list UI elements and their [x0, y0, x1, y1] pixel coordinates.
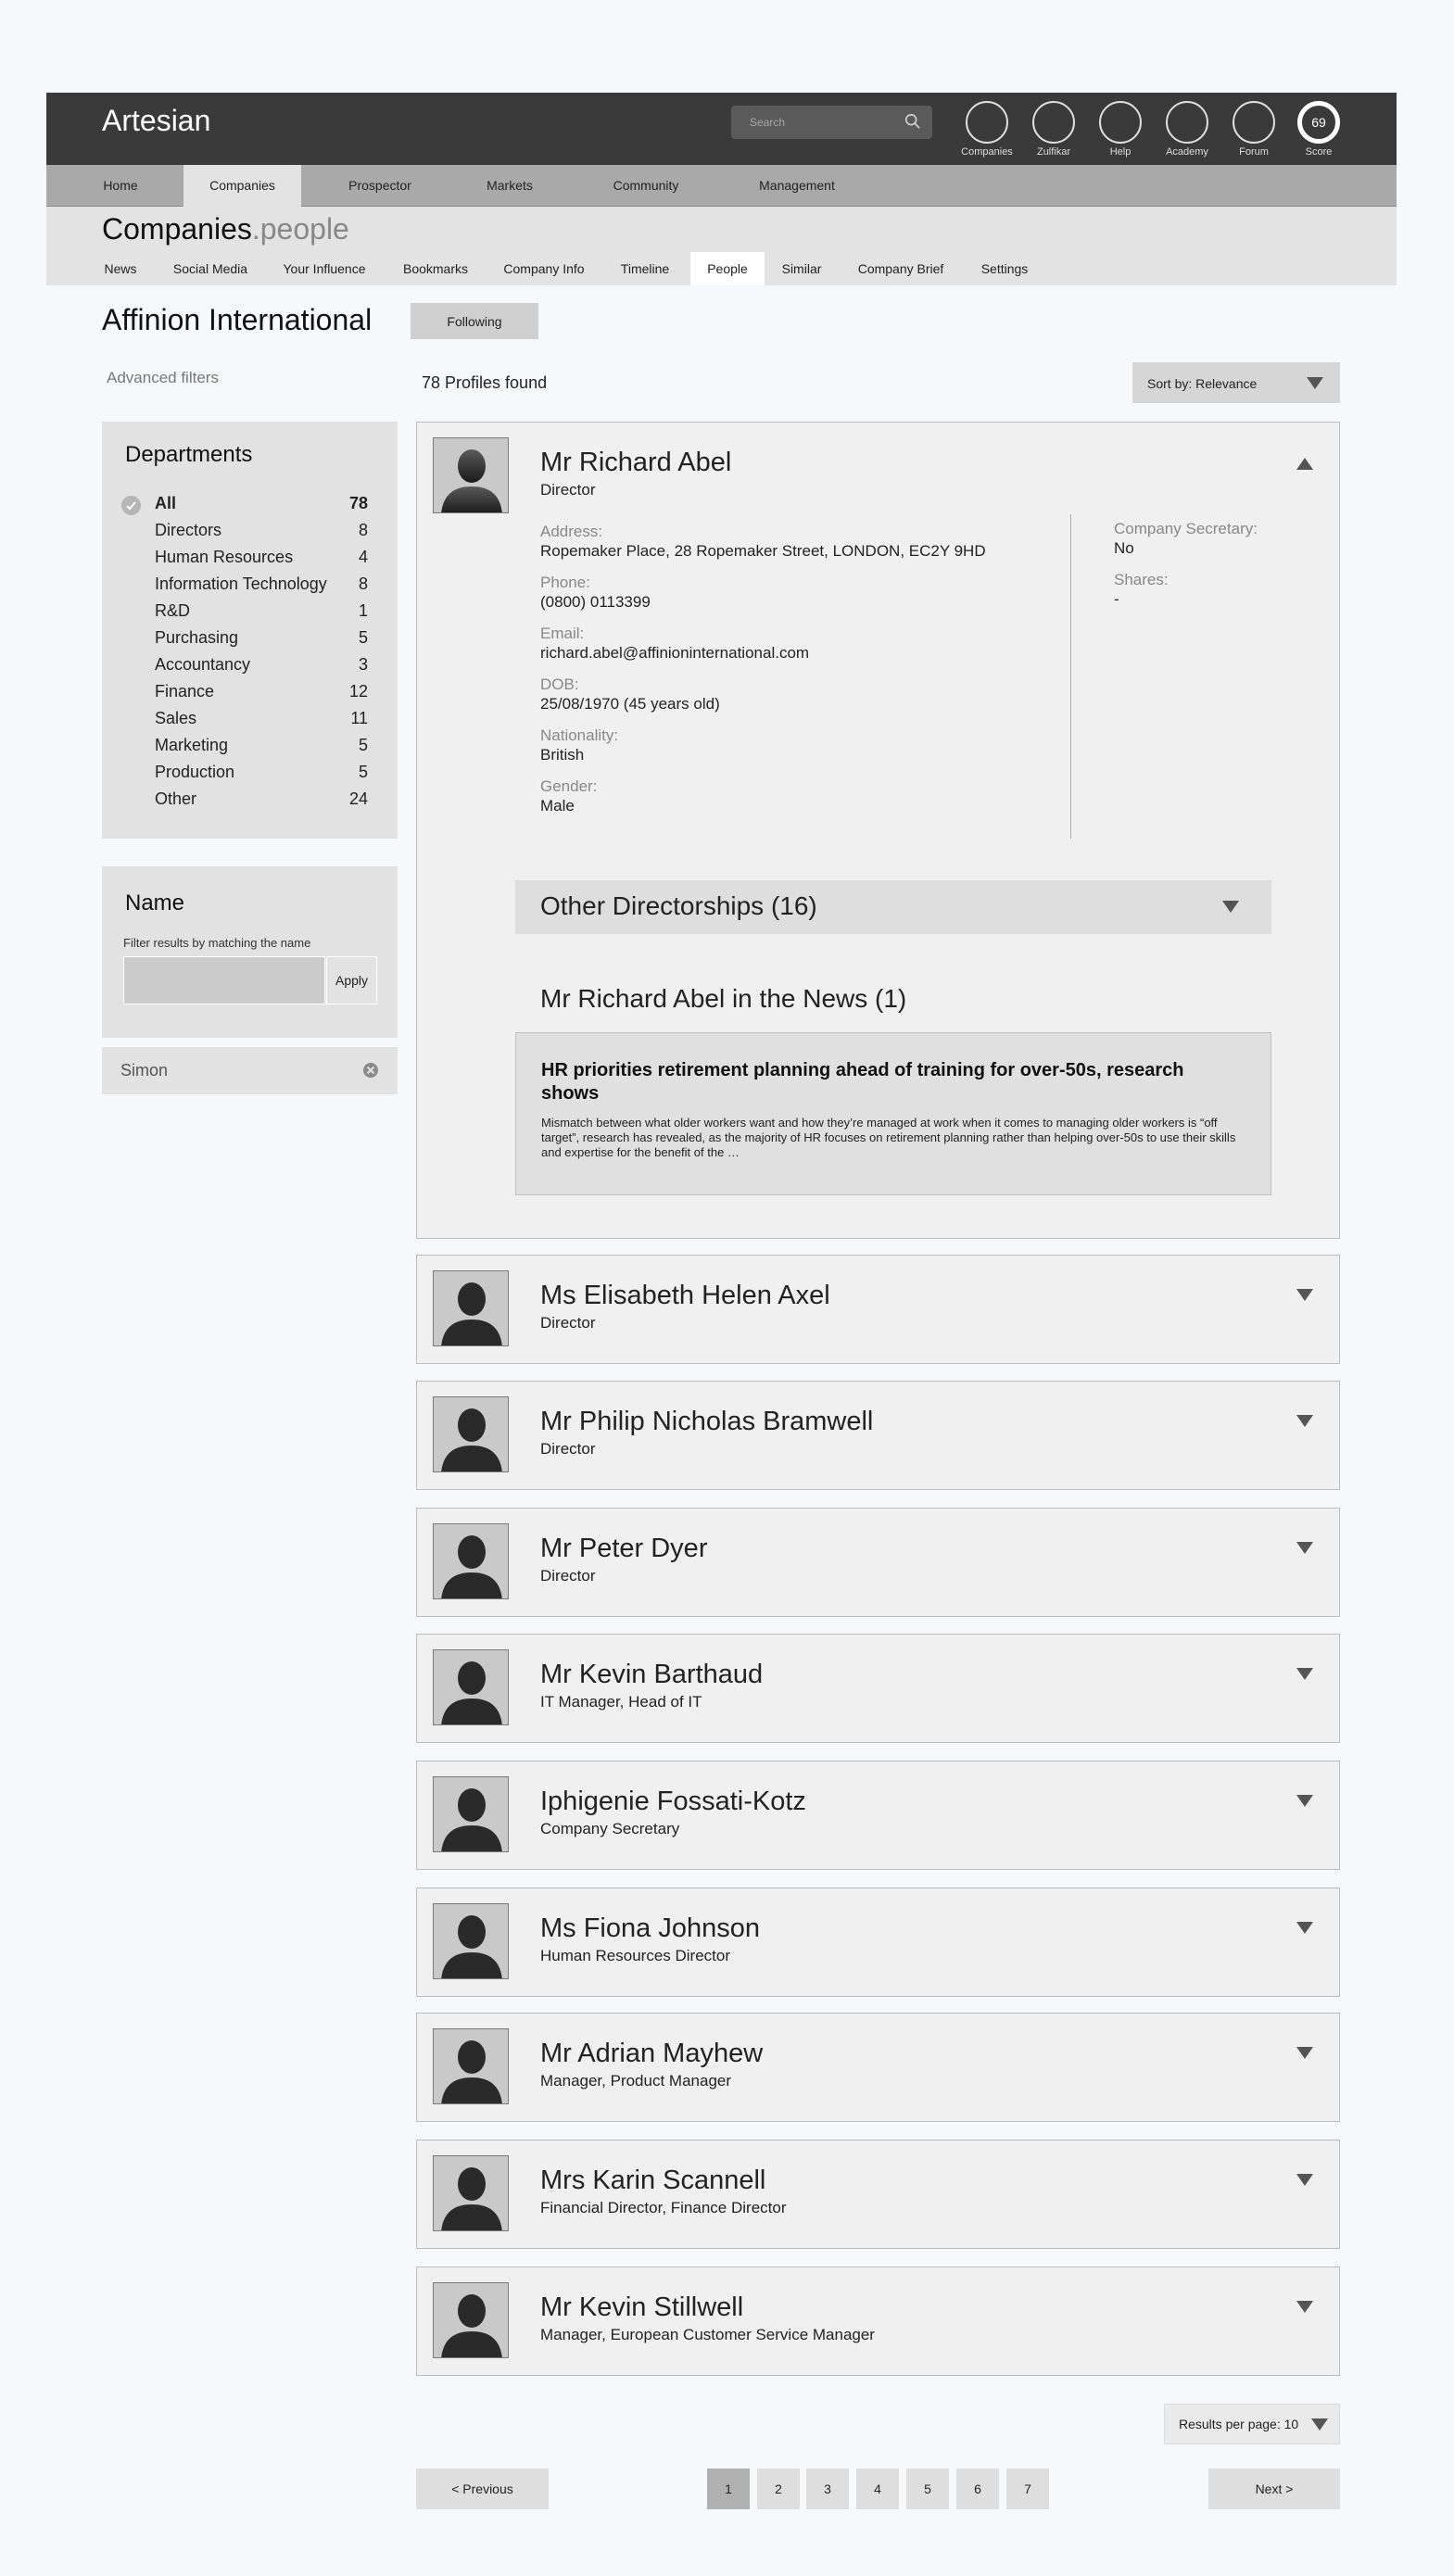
avatar — [433, 2028, 509, 2104]
main-menu — [46, 165, 1397, 207]
name-filter-hint: Filter results by matching the name — [123, 936, 311, 950]
department-count: 24 — [348, 789, 368, 808]
avatar — [433, 1270, 509, 1346]
department-label: Other — [155, 789, 197, 808]
department-label: Accountancy — [155, 655, 251, 674]
check-icon — [121, 496, 141, 515]
department-count: 12 — [348, 682, 368, 701]
person-card[interactable] — [416, 2013, 1340, 2122]
tab-company-brief[interactable]: Company Brief — [857, 261, 944, 276]
menu-management[interactable]: Management — [759, 178, 835, 193]
page-button[interactable]: 4 — [856, 2469, 899, 2509]
chevron-down-icon — [1311, 2418, 1328, 2431]
department-human-resources[interactable] — [155, 548, 368, 575]
score-value: 69 — [1297, 101, 1340, 144]
person-name[interactable]: Ms Elisabeth Helen Axel — [540, 1281, 830, 1310]
department-label: Production — [155, 763, 235, 781]
avatar — [433, 1649, 509, 1725]
chevron-down-icon[interactable] — [1296, 1542, 1313, 1554]
avatar — [433, 2155, 509, 2231]
detail-label: Address: — [540, 523, 603, 540]
person-card[interactable] — [416, 1634, 1340, 1743]
person-role: Human Resources Director — [540, 1947, 731, 1964]
name-filter-title: Name — [125, 890, 185, 915]
companies-icon — [966, 101, 1008, 144]
nav-user-label: Zulfikar — [1036, 146, 1071, 158]
news-item[interactable] — [515, 1032, 1271, 1195]
name-filter-input[interactable] — [123, 956, 325, 1004]
news-heading: Mr Richard Abel in the News (1) — [540, 984, 907, 1013]
tab-company-info[interactable]: Company Info — [503, 261, 585, 276]
avatar — [433, 437, 509, 513]
department-label: Finance — [155, 682, 215, 701]
active-filter-label: Simon — [120, 1061, 169, 1080]
tab-similar[interactable]: Similar — [781, 261, 822, 276]
company-name: Affinion International — [102, 303, 373, 336]
menu-home[interactable]: Home — [103, 178, 138, 193]
department-label: Sales — [155, 709, 197, 727]
nav-companies[interactable] — [961, 101, 1013, 158]
department-count: 3 — [358, 655, 368, 674]
detail-divider — [1070, 514, 1071, 839]
chevron-down-icon[interactable] — [1296, 2047, 1313, 2059]
search-icon[interactable] — [904, 113, 921, 130]
person-name[interactable]: Mr Richard Abel — [540, 448, 732, 477]
chevron-down-icon — [1307, 377, 1323, 389]
chevron-up-icon[interactable] — [1296, 458, 1313, 470]
department-label: R&D — [155, 601, 191, 620]
department-label: All — [155, 494, 177, 512]
department-marketing[interactable] — [155, 736, 368, 763]
page-button[interactable]: 5 — [906, 2469, 949, 2509]
detail-value: Ropemaker Place, 28 Ropemaker Street, LONDON, EC2Y 9HD — [540, 542, 986, 560]
department-other[interactable] — [155, 789, 368, 816]
person-card[interactable] — [416, 1888, 1340, 1997]
page-button[interactable]: 2 — [757, 2469, 800, 2509]
tab-timeline[interactable]: Timeline — [620, 261, 670, 276]
person-name[interactable]: Mr Kevin Stillwell — [540, 2292, 744, 2322]
nav-academy[interactable] — [1165, 101, 1209, 158]
avatar — [433, 2282, 509, 2358]
department-count: 5 — [358, 736, 368, 754]
nav-companies-label: Companies — [961, 146, 1013, 158]
detail-value: - — [1114, 590, 1119, 608]
department-count: 5 — [358, 763, 368, 781]
person-name[interactable]: Mrs Karin Scannell — [540, 2166, 766, 2195]
next-button[interactable]: Next > — [1208, 2469, 1340, 2509]
detail-value: (0800) 0113399 — [540, 593, 651, 611]
page-title — [102, 212, 349, 246]
department-information-technology[interactable] — [155, 575, 368, 601]
nav-academy-label: Academy — [1166, 146, 1208, 158]
department-count: 78 — [348, 494, 368, 512]
person-role: Director — [540, 1314, 596, 1332]
chevron-down-icon[interactable] — [1296, 1289, 1313, 1301]
person-card[interactable] — [416, 2267, 1340, 2376]
person-role: Director — [540, 1440, 596, 1458]
academy-icon — [1166, 101, 1208, 144]
menu-companies[interactable]: Companies — [183, 165, 301, 207]
detail-label: Nationality: — [540, 726, 619, 744]
nav-forum-label: Forum — [1239, 146, 1269, 158]
detail-value: British — [540, 746, 585, 764]
department-production[interactable] — [155, 763, 368, 789]
forum-icon — [1233, 101, 1275, 144]
page-button[interactable]: 1 — [707, 2469, 750, 2509]
department-label: Purchasing — [155, 628, 239, 647]
menu-prospector[interactable]: Prospector — [348, 178, 411, 193]
person-role: Director — [540, 481, 596, 499]
page-button[interactable]: 6 — [956, 2469, 999, 2509]
person-name[interactable]: Mr Adrian Mayhew — [540, 2039, 764, 2068]
menu-markets[interactable]: Markets — [487, 178, 533, 193]
results-count: 78 Profiles found — [422, 373, 548, 392]
person-role: Director — [540, 1567, 596, 1585]
advanced-filters-link[interactable]: Advanced filters — [107, 369, 219, 386]
person-role: Company Secretary — [540, 1820, 680, 1837]
person-card[interactable] — [416, 1508, 1340, 1617]
person-name[interactable]: Mr Philip Nicholas Bramwell — [540, 1407, 874, 1436]
chevron-down-icon[interactable] — [1296, 1668, 1313, 1680]
avatar — [433, 1523, 509, 1599]
department-finance[interactable] — [155, 682, 368, 709]
detail-value: 25/08/1970 (45 years old) — [540, 695, 720, 713]
person-card[interactable] — [416, 1761, 1340, 1870]
department-label: Marketing — [155, 736, 229, 754]
nav-help-label: Help — [1109, 146, 1132, 158]
chevron-down-icon[interactable] — [1296, 1795, 1313, 1807]
menu-community[interactable]: Community — [613, 178, 679, 193]
chevron-down-icon[interactable] — [1296, 1415, 1313, 1427]
person-card[interactable] — [416, 2140, 1340, 2249]
detail-label: Phone: — [540, 574, 590, 591]
departments-title: Departments — [125, 442, 253, 467]
person-role: Manager, Product Manager — [540, 2072, 732, 2090]
search-placeholder: Search — [750, 116, 786, 129]
tab-settings[interactable]: Settings — [980, 261, 1029, 276]
previous-button[interactable]: < Previous — [416, 2469, 549, 2509]
detail-label: Email: — [540, 625, 585, 642]
nav-forum[interactable] — [1232, 101, 1276, 158]
close-icon[interactable] — [361, 1061, 380, 1080]
news-excerpt: Mismatch between what older workers want and how they’re managed at work when it comes to managing older workers is “off target”, research has revealed, as the majority of HR focuses on retirement planning rather than helping over-50s to use their skills and expertise for the benefit of the … — [541, 1116, 1236, 1159]
department-rnd[interactable] — [155, 601, 368, 628]
avatar — [433, 1903, 509, 1979]
nav-score[interactable] — [1296, 101, 1341, 158]
department-count: 1 — [358, 601, 368, 620]
department-all[interactable] — [155, 494, 368, 521]
avatar — [433, 1776, 509, 1852]
department-label: Human Resources — [155, 548, 294, 566]
results-per-page-label: Results per page: 10 — [1179, 2417, 1299, 2431]
department-accountancy[interactable] — [155, 655, 368, 682]
department-label: Information Technology — [155, 575, 327, 593]
help-icon — [1099, 101, 1142, 144]
news-title[interactable]: HR priorities retirement planning ahead of training for over-50s, research shows — [541, 1060, 1184, 1104]
sort-label: Sort by: Relevance — [1147, 376, 1258, 391]
page-button[interactable]: 7 — [1006, 2469, 1049, 2509]
detail-value: No — [1114, 539, 1134, 557]
department-count: 8 — [358, 575, 368, 593]
chevron-down-icon[interactable] — [1296, 1922, 1313, 1934]
person-role: IT Manager, Head of IT — [540, 1693, 702, 1711]
detail-label: Company Secretary: — [1114, 520, 1258, 537]
page-title-main: Companies — [102, 212, 252, 246]
nav-user[interactable] — [1031, 101, 1076, 158]
tab-people[interactable]: People — [690, 252, 765, 285]
department-count: 5 — [358, 628, 368, 647]
department-count: 11 — [350, 709, 368, 727]
person-name[interactable]: Iphigenie Fossati-Kotz — [540, 1787, 806, 1816]
user-icon — [1032, 101, 1075, 144]
tab-your-influence[interactable]: Your Influence — [283, 261, 366, 276]
tab-bookmarks[interactable]: Bookmarks — [402, 261, 469, 276]
person-name[interactable]: Ms Fiona Johnson — [540, 1913, 760, 1943]
department-count: 8 — [358, 521, 368, 539]
apply-button[interactable]: Apply — [326, 956, 377, 1004]
app-title[interactable]: Artesian — [102, 104, 211, 137]
page-button[interactable]: 3 — [806, 2469, 849, 2509]
detail-label: Shares: — [1114, 571, 1169, 588]
person-card[interactable] — [416, 1255, 1340, 1364]
department-label: Directors — [155, 521, 222, 539]
page-title-suffix: .people — [251, 212, 349, 246]
department-sales[interactable] — [155, 709, 368, 736]
tab-social-media[interactable]: Social Media — [172, 261, 248, 276]
following-button[interactable]: Following — [411, 303, 538, 339]
nav-score-label: Score — [1305, 146, 1333, 158]
nav-help[interactable] — [1098, 101, 1143, 158]
person-card[interactable] — [416, 1381, 1340, 1490]
other-directorships-label: Other Directorships (16) — [540, 891, 817, 920]
chevron-down-icon[interactable] — [1296, 2174, 1313, 2186]
person-name[interactable]: Mr Kevin Barthaud — [540, 1660, 764, 1689]
email-link[interactable]: richard.abel@affinioninternational.com — [540, 644, 810, 662]
tab-news[interactable]: News — [104, 261, 137, 276]
detail-value: Male — [540, 797, 575, 814]
avatar — [433, 1396, 509, 1472]
search-input[interactable] — [731, 106, 932, 139]
chevron-down-icon[interactable] — [1296, 2301, 1313, 2313]
person-role: Financial Director, Finance Director — [540, 2199, 787, 2216]
person-name[interactable]: Mr Peter Dyer — [540, 1534, 708, 1563]
chevron-down-icon — [1222, 901, 1239, 913]
person-role: Manager, European Customer Service Manager — [540, 2326, 875, 2343]
detail-label: Gender: — [540, 777, 598, 795]
detail-label: DOB: — [540, 676, 579, 693]
department-purchasing[interactable] — [155, 628, 368, 655]
department-directors[interactable] — [155, 521, 368, 548]
department-count: 4 — [358, 548, 368, 566]
